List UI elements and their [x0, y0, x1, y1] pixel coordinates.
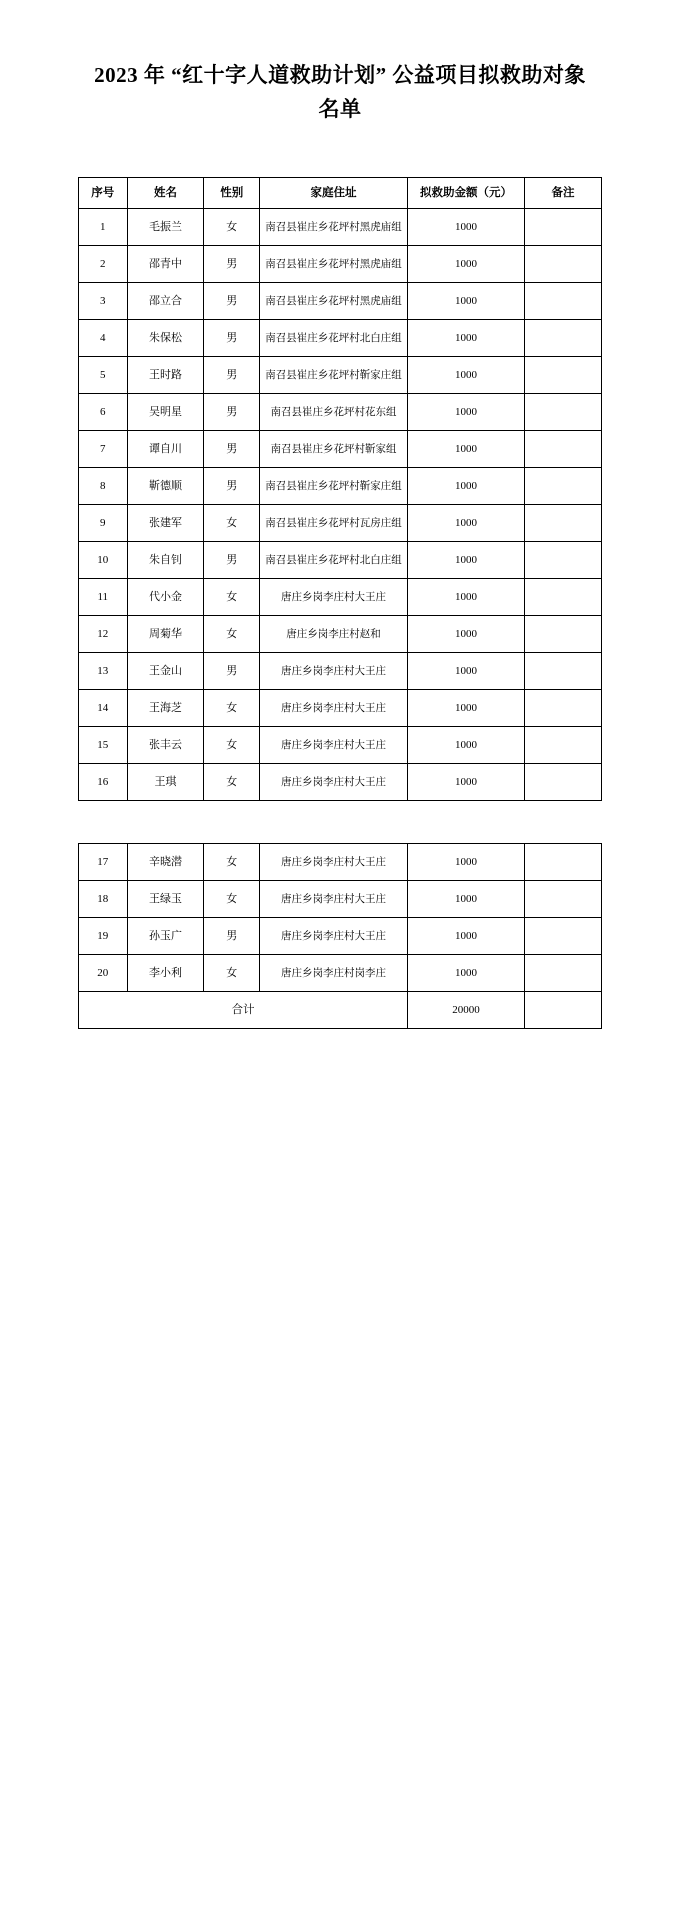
- cell-name: 王海芝: [127, 690, 204, 727]
- cell-remark: [525, 468, 602, 505]
- cell-remark: [525, 579, 602, 616]
- cell-sex: 男: [204, 653, 260, 690]
- cell-name: 王金山: [127, 653, 204, 690]
- cell-no: 14: [79, 690, 128, 727]
- table-row: [79, 881, 602, 918]
- cell-remark: [525, 918, 602, 955]
- table-row: [79, 542, 602, 579]
- cell-no: 12: [79, 616, 128, 653]
- cell-address: 南召县崔庄乡花坪村靳家庄组: [260, 468, 408, 505]
- cell-address: 唐庄乡岗李庄村大王庄: [260, 653, 408, 690]
- table-header-row: [79, 178, 602, 209]
- cell-sex: 男: [204, 357, 260, 394]
- cell-sex: 女: [204, 764, 260, 801]
- cell-no: 4: [79, 320, 128, 357]
- cell-no: 19: [79, 918, 128, 955]
- cell-amount: 1000: [407, 616, 524, 653]
- cell-amount: 1000: [407, 431, 524, 468]
- cell-no: 20: [79, 955, 128, 992]
- cell-name: 张丰云: [127, 727, 204, 764]
- cell-amount: 1000: [407, 542, 524, 579]
- cell-amount: 1000: [407, 579, 524, 616]
- cell-address: 南召县崔庄乡花坪村北白庄组: [260, 542, 408, 579]
- cell-address: 唐庄乡岗李庄村大王庄: [260, 844, 408, 881]
- cell-sex: 男: [204, 431, 260, 468]
- cell-address: 南召县崔庄乡花坪村黑虎庙组: [260, 283, 408, 320]
- cell-sex: 男: [204, 320, 260, 357]
- cell-name: 邵立合: [127, 283, 204, 320]
- cell-name: 周菊华: [127, 616, 204, 653]
- table-row: [79, 764, 602, 801]
- cell-no: 17: [79, 844, 128, 881]
- table-row: [79, 727, 602, 764]
- cell-remark: [525, 246, 602, 283]
- cell-address: 唐庄乡岗李庄村大王庄: [260, 727, 408, 764]
- cell-amount: 1000: [407, 918, 524, 955]
- cell-remark: [525, 690, 602, 727]
- cell-remark: [525, 881, 602, 918]
- cell-amount: 1000: [407, 727, 524, 764]
- cell-address: 唐庄乡岗李庄村大王庄: [260, 764, 408, 801]
- cell-sex: 女: [204, 209, 260, 246]
- cell-no: 8: [79, 468, 128, 505]
- cell-remark: [525, 357, 602, 394]
- cell-sex: 男: [204, 918, 260, 955]
- cell-amount: 1000: [407, 394, 524, 431]
- cell-amount: 1000: [407, 209, 524, 246]
- cell-no: 11: [79, 579, 128, 616]
- table-row: [79, 394, 602, 431]
- column-header-name: 姓名: [127, 178, 204, 209]
- cell-address: 南召县崔庄乡花坪村黑虎庙组: [260, 209, 408, 246]
- recipient-table: [78, 177, 602, 801]
- cell-amount: 1000: [407, 320, 524, 357]
- cell-no: 13: [79, 653, 128, 690]
- cell-address: 唐庄乡岗李庄村大王庄: [260, 579, 408, 616]
- cell-name: 毛振兰: [127, 209, 204, 246]
- table-row: [79, 955, 602, 992]
- cell-name: 李小利: [127, 955, 204, 992]
- cell-name: 靳德顺: [127, 468, 204, 505]
- table-row: [79, 616, 602, 653]
- cell-name: 朱自钊: [127, 542, 204, 579]
- cell-sex: 女: [204, 579, 260, 616]
- cell-name: 邵青中: [127, 246, 204, 283]
- cell-address: 唐庄乡岗李庄村大王庄: [260, 918, 408, 955]
- total-remark: [525, 992, 602, 1029]
- recipient-table-continued: [78, 843, 602, 1029]
- cell-name: 孙玉广: [127, 918, 204, 955]
- table-row: [79, 246, 602, 283]
- cell-remark: [525, 955, 602, 992]
- cell-address: 南召县崔庄乡花坪村花东组: [260, 394, 408, 431]
- cell-sex: 男: [204, 468, 260, 505]
- recipient-table-part-2: [78, 843, 602, 1029]
- cell-sex: 男: [204, 283, 260, 320]
- cell-amount: 1000: [407, 283, 524, 320]
- cell-remark: [525, 209, 602, 246]
- cell-sex: 男: [204, 394, 260, 431]
- table-row: [79, 283, 602, 320]
- cell-remark: [525, 844, 602, 881]
- cell-amount: 1000: [407, 844, 524, 881]
- cell-address: 南召县崔庄乡花坪村靳家组: [260, 431, 408, 468]
- cell-sex: 女: [204, 844, 260, 881]
- cell-amount: 1000: [407, 246, 524, 283]
- cell-sex: 男: [204, 542, 260, 579]
- column-header-address: 家庭住址: [260, 178, 408, 209]
- cell-name: 吴明星: [127, 394, 204, 431]
- column-header-sex: 性别: [204, 178, 260, 209]
- recipient-table-part-1: [78, 177, 602, 801]
- cell-amount: 1000: [407, 764, 524, 801]
- cell-remark: [525, 320, 602, 357]
- table-row: [79, 844, 602, 881]
- table-row: [79, 690, 602, 727]
- cell-remark: [525, 764, 602, 801]
- cell-address: 唐庄乡岗李庄村大王庄: [260, 690, 408, 727]
- cell-remark: [525, 394, 602, 431]
- cell-sex: 女: [204, 505, 260, 542]
- cell-name: 王琪: [127, 764, 204, 801]
- table-row: [79, 918, 602, 955]
- cell-remark: [525, 542, 602, 579]
- cell-no: 2: [79, 246, 128, 283]
- total-amount: 20000: [407, 992, 524, 1029]
- cell-sex: 女: [204, 690, 260, 727]
- cell-name: 王时路: [127, 357, 204, 394]
- cell-no: 5: [79, 357, 128, 394]
- cell-amount: 1000: [407, 357, 524, 394]
- table-row: [79, 209, 602, 246]
- cell-no: 1: [79, 209, 128, 246]
- cell-address: 唐庄乡岗李庄村赵和: [260, 616, 408, 653]
- cell-name: 谭自川: [127, 431, 204, 468]
- cell-address: 南召县崔庄乡花坪村黑虎庙组: [260, 246, 408, 283]
- cell-amount: 1000: [407, 505, 524, 542]
- table-row: [79, 320, 602, 357]
- cell-no: 15: [79, 727, 128, 764]
- page-title: 2023 年 “红十字人道救助计划” 公益项目拟救助对象名单: [94, 63, 586, 121]
- table-row: [79, 653, 602, 690]
- cell-sex: 男: [204, 246, 260, 283]
- cell-no: 16: [79, 764, 128, 801]
- cell-sex: 女: [204, 727, 260, 764]
- cell-name: 代小金: [127, 579, 204, 616]
- cell-no: 10: [79, 542, 128, 579]
- cell-name: 辛晓潜: [127, 844, 204, 881]
- cell-address: 唐庄乡岗李庄村岗李庄: [260, 955, 408, 992]
- cell-sex: 女: [204, 881, 260, 918]
- table-row: [79, 468, 602, 505]
- cell-name: 张建军: [127, 505, 204, 542]
- cell-remark: [525, 431, 602, 468]
- cell-name: 朱保松: [127, 320, 204, 357]
- cell-amount: 1000: [407, 690, 524, 727]
- cell-no: 18: [79, 881, 128, 918]
- cell-amount: 1000: [407, 955, 524, 992]
- cell-no: 6: [79, 394, 128, 431]
- cell-sex: 女: [204, 955, 260, 992]
- table-total-row: [79, 992, 602, 1029]
- cell-remark: [525, 505, 602, 542]
- cell-no: 3: [79, 283, 128, 320]
- cell-remark: [525, 616, 602, 653]
- table-row: [79, 431, 602, 468]
- cell-remark: [525, 727, 602, 764]
- total-label: 合计: [79, 992, 408, 1029]
- table-row: [79, 357, 602, 394]
- cell-address: 南召县崔庄乡花坪村瓦房庄组: [260, 505, 408, 542]
- cell-address: 南召县崔庄乡花坪村靳家庄组: [260, 357, 408, 394]
- cell-amount: 1000: [407, 653, 524, 690]
- cell-amount: 1000: [407, 881, 524, 918]
- column-header-amount: 拟救助金额（元）: [407, 178, 524, 209]
- table-row: [79, 579, 602, 616]
- column-header-no: 序号: [79, 178, 128, 209]
- cell-no: 7: [79, 431, 128, 468]
- cell-amount: 1000: [407, 468, 524, 505]
- cell-address: 南召县崔庄乡花坪村北白庄组: [260, 320, 408, 357]
- table-row: [79, 505, 602, 542]
- cell-no: 9: [79, 505, 128, 542]
- cell-remark: [525, 653, 602, 690]
- cell-name: 王绿玉: [127, 881, 204, 918]
- column-header-remark: 备注: [525, 178, 602, 209]
- cell-remark: [525, 283, 602, 320]
- cell-address: 唐庄乡岗李庄村大王庄: [260, 881, 408, 918]
- cell-sex: 女: [204, 616, 260, 653]
